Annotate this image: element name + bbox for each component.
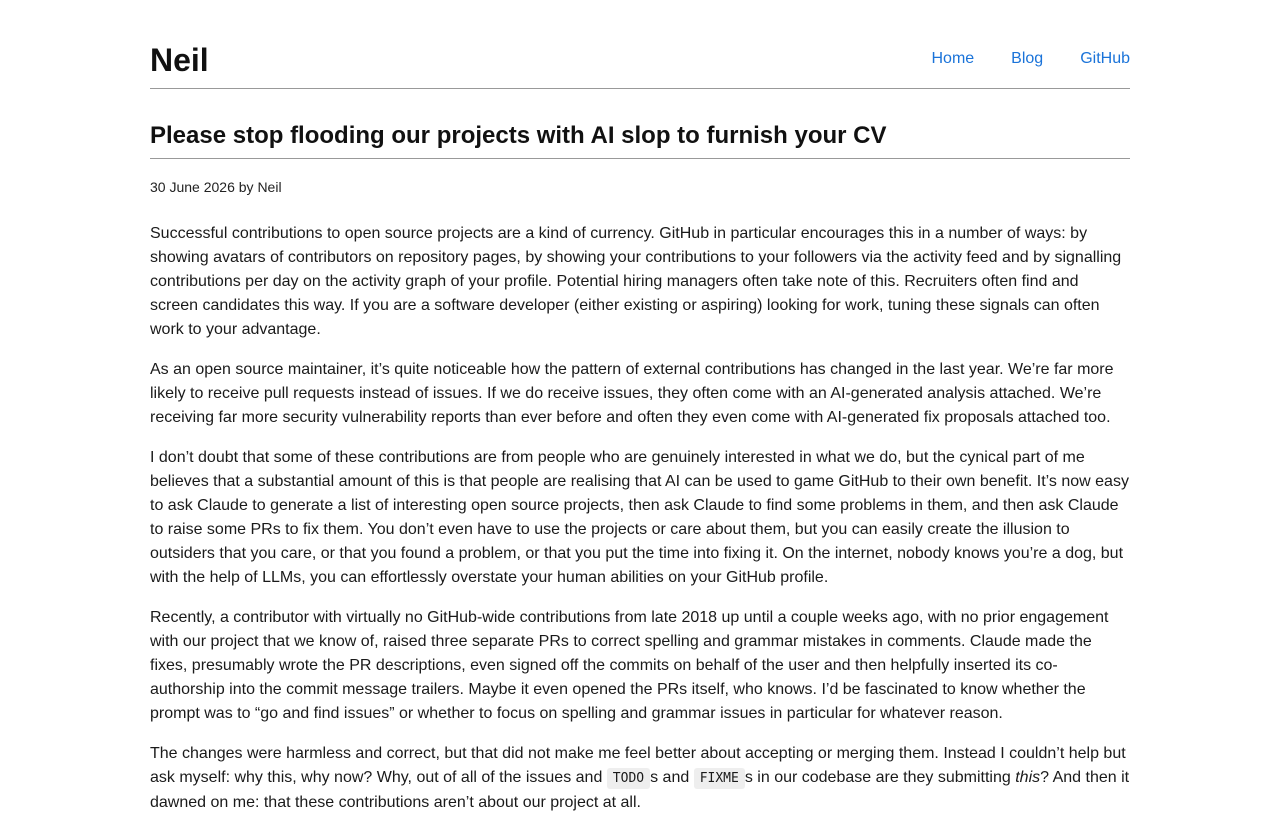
post-paragraph: As an open source maintainer, it’s quite noticeable how the pattern of external contributions has changed in the last year. We’re far more likely to receive pull requests instead of issues. If we do receive issues, they often come with an AI-generated analysis attached. We’re receiving far more security vulnerability reports than ever before and often they even come with AI-generated fix proposals attached too. — [150, 361, 1114, 426]
post-body — [150, 222, 1130, 831]
post-paragraph: Recently, a contributor with virtually no GitHub-wide contributions from late 2018 up until a couple weeks ago, with no prior engagement with our project that we know of, raised three separate PRs to correct spelling and grammar mistakes in comments. Claude made the fixes, presumably wrote the PR descriptions, even signed off the commits on behalf of the user and then helpfully inserted its co-authorship into the commit message trailers. Maybe it even opened the PRs itself, who knows. I’d be fascinated to know whether the prompt was to “go and find issues” or whether to focus on spelling and grammar issues in particular for whatever reason. — [150, 609, 1109, 722]
post-meta — [150, 178, 282, 196]
emphasis-text: this — [1015, 769, 1041, 786]
inline-code-fixme: FIXME — [694, 768, 745, 789]
post-by: by — [238, 179, 254, 195]
text-segment: ? And then it dawned on me: that these contributions aren’t about our project at all. — [150, 769, 1130, 811]
post-paragraph — [150, 742, 1130, 815]
page-container — [150, 0, 1130, 811]
post-author: Neil — [257, 179, 282, 195]
text-segment: s in our codebase are they submitting — [744, 769, 1016, 786]
text-segment: The changes were harmless and correct, but that did not make me feel better about accepting or merging them. Instead I couldn’t help but ask myself: why this, why now? Why, out of all of the issues and — [150, 745, 1126, 786]
inline-code-todo: TODO — [607, 768, 650, 789]
site-name[interactable]: Neil — [150, 42, 209, 78]
nav-link-github[interactable]: GitHub — [1080, 50, 1130, 67]
post-paragraph: Successful contributions to open source projects are a kind of currency. GitHub in particular encourages this in a number of ways: by showing avatars of contributors on repository pages, by showing your contributions to your followers via the activity feed and by signalling contributions per day on the activity graph of your profile. Potential hiring managers often take note of this. Recruiters often find and screen candidates this way. If you are a software developer (either existing or aspiring) looking for work, tuning these signals can often work to your advantage. — [150, 225, 1122, 338]
post-paragraph: I don’t doubt that some of these contributions are from people who are genuinely interested in what we do, but the cynical part of me believes that a substantial amount of this is that people are realising that AI can be used to game GitHub to their own benefit. It’s now easy to ask Claude to generate a list of interesting open source projects, then ask Claude to find some problems in them, and then ask Claude to raise some PRs to fix them. You don’t even have to use the projects or care about them, but you can easily create the illusion to outsiders that you care, or that you found a problem, or that you put the time into fixing it. On the internet, nobody knows you’re a dog, but with the help of LLMs, you can effortlessly overstate your human abilities on your GitHub profile. — [150, 449, 1129, 586]
post-title: Please stop flooding our projects with AI slop to furnish your CV — [150, 120, 1130, 159]
text-segment: s and — [650, 769, 694, 786]
nav-link-blog[interactable]: Blog — [1011, 50, 1044, 67]
post-date: 30 June 2026 — [150, 179, 235, 195]
nav-link-home[interactable]: Home — [931, 50, 975, 67]
main-nav — [931, 49, 1130, 69]
site-header — [150, 0, 1130, 89]
